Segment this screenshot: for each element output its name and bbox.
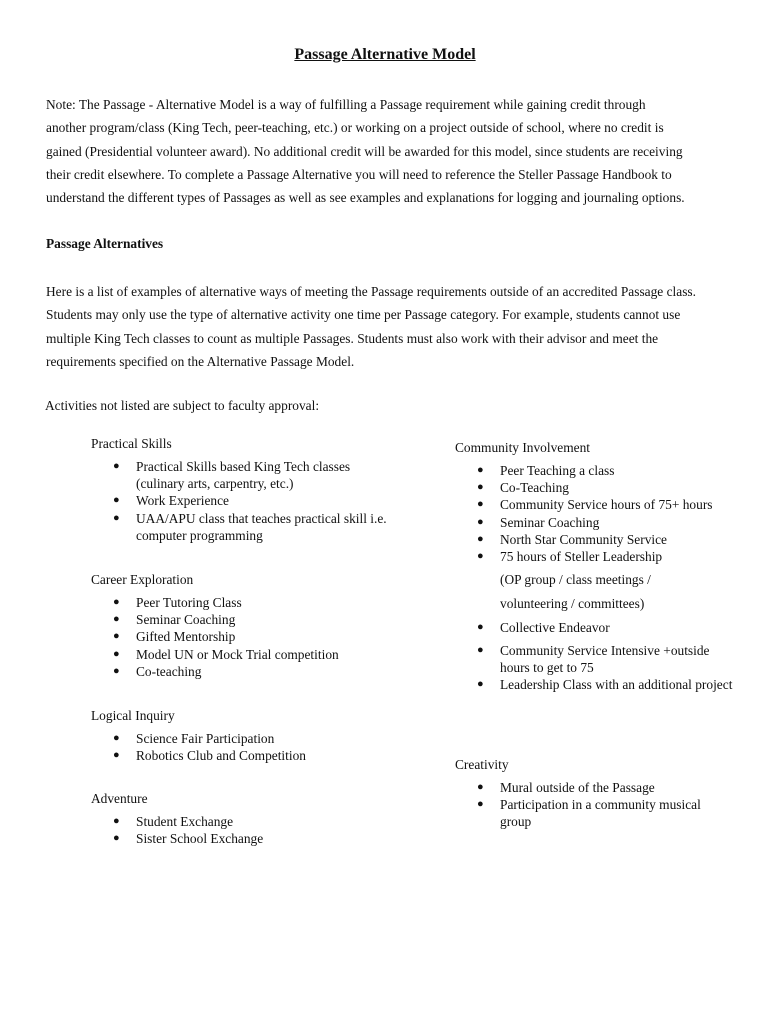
bullet-icon: ● — [113, 494, 120, 507]
category-list — [91, 458, 391, 544]
continuation-line: volunteering / committees) — [500, 595, 645, 611]
intro-line: understand the different types of Passages as well as see examples and explanations for logging and journaling options. — [46, 190, 685, 206]
bullet-icon: ● — [113, 511, 120, 524]
bullet-icon: ● — [477, 532, 484, 545]
list-item — [91, 628, 391, 645]
bullet-icon: ● — [477, 498, 484, 511]
list-item — [91, 813, 391, 830]
list-item — [91, 830, 391, 847]
list-item-text: UAA/APU class that teaches practical skill i.e. computer programming — [136, 510, 387, 543]
list-item — [91, 646, 391, 663]
examples-line: requirements specified on the Alternative Passage Model. — [46, 353, 355, 369]
approval-note: Activities not listed are subject to faculty approval: — [45, 398, 320, 413]
category-logical-inquiry — [91, 706, 391, 764]
bullet-icon: ● — [477, 678, 484, 691]
bullet-icon: ● — [113, 596, 120, 608]
category-list — [455, 779, 735, 831]
category-title: Adventure — [91, 791, 148, 806]
list-item-text: Science Fair Participation — [136, 731, 275, 746]
section-heading: Passage Alternatives — [46, 236, 164, 251]
category-title: Creativity — [455, 757, 509, 772]
bullet-icon: ● — [477, 798, 484, 811]
bullet-icon: ● — [113, 647, 120, 660]
list-item-text: Community Service Intensive +outside hours to get to 75 — [500, 643, 710, 676]
list-item — [455, 479, 735, 496]
list-item-text: Co-Teaching — [500, 480, 569, 496]
list-item-text: Work Experience — [136, 493, 229, 509]
list-item-text: Student Exchange — [136, 814, 234, 829]
bullet-icon: ● — [113, 732, 120, 744]
list-item-text: Seminar Coaching — [136, 612, 236, 628]
list-item — [455, 676, 735, 693]
list-item — [455, 642, 735, 676]
category-career-exploration — [91, 570, 391, 680]
list-item-continuation — [455, 568, 735, 615]
list-item — [91, 492, 391, 509]
list-item-text: Leadership Class with an additional project — [500, 677, 733, 693]
list-item — [91, 730, 391, 747]
examples-line: Students may only use the type of alternative activity one time per Passage category. For example, students cannot use — [46, 307, 681, 323]
bullet-icon: ● — [113, 815, 120, 827]
bullet-icon: ● — [477, 781, 484, 793]
list-item — [91, 611, 391, 628]
list-item-text: Peer Teaching a class — [500, 463, 615, 478]
bullet-icon: ● — [113, 630, 120, 643]
category-title: Community Involvement — [455, 440, 591, 455]
intro-line: their credit elsewhere. To complete a Passage Alternative you will need to reference the Steller Passage Handbook to — [46, 166, 672, 182]
intro-paragraph — [46, 93, 726, 209]
list-item-text: 75 hours of Steller Leadership — [500, 549, 663, 565]
list-item — [455, 796, 735, 830]
category-community-involvement — [455, 438, 735, 694]
list-item-text: Model UN or Mock Trial competition — [136, 646, 339, 662]
bullet-icon: ● — [477, 644, 484, 657]
intro-line: another program/class (King Tech, peer-teaching, etc.) or working on a project outside of school, where no credit is — [46, 120, 664, 136]
category-list — [91, 813, 391, 847]
list-item — [455, 619, 735, 636]
list-item-text: Seminar Coaching — [500, 514, 600, 530]
continuation-line: (OP group / class meetings / — [500, 572, 651, 588]
category-list — [455, 619, 735, 694]
examples-line: multiple King Tech classes to count as multiple Passages. Students must also work with their advisor and meet the — [46, 330, 659, 346]
list-item — [91, 747, 391, 764]
list-item-text: Community Service hours of 75+ hours — [500, 497, 713, 513]
bullet-icon: ● — [477, 550, 484, 563]
list-item-text: Co-teaching — [136, 663, 202, 679]
list-item-text: North Star Community Service — [500, 531, 667, 547]
category-title: Logical Inquiry — [91, 708, 175, 723]
examples-paragraph — [46, 280, 726, 373]
list-item — [455, 496, 735, 513]
list-item-text: Robotics Club and Competition — [136, 748, 306, 764]
bullet-icon: ● — [477, 620, 484, 633]
category-practical-skills — [91, 434, 391, 544]
list-item-text: Peer Tutoring Class — [136, 595, 242, 610]
bullet-icon: ● — [113, 832, 120, 845]
bullet-icon: ● — [113, 613, 120, 626]
list-item-text: Mural outside of the Passage — [500, 780, 655, 795]
category-list — [455, 462, 735, 565]
bullet-icon: ● — [477, 515, 484, 528]
bullet-icon: ● — [477, 481, 484, 494]
bullet-icon: ● — [113, 460, 120, 472]
list-item-text: Sister School Exchange — [136, 831, 264, 847]
list-item — [91, 510, 391, 544]
intro-line: gained (Presidential volunteer award). No additional credit will be awarded for this model, since students are receiving — [46, 143, 683, 159]
bullet-icon: ● — [113, 664, 120, 677]
list-item — [455, 531, 735, 548]
list-item — [91, 594, 391, 611]
examples-line: Here is a list of examples of alternative ways of meeting the Passage requirements outside of an accredited Passage class. — [46, 284, 696, 299]
list-item — [455, 779, 735, 796]
list-item-text: Participation in a community musical group — [500, 797, 701, 830]
document-title: Passage Alternative Model — [294, 46, 476, 63]
list-item — [91, 663, 391, 680]
category-adventure — [91, 789, 391, 847]
category-title: Career Exploration — [91, 572, 194, 587]
category-list — [91, 730, 391, 764]
bullet-icon: ● — [113, 749, 120, 762]
category-list — [91, 594, 391, 680]
bullet-icon: ● — [477, 464, 484, 476]
list-item — [91, 458, 391, 492]
category-title: Practical Skills — [91, 436, 172, 451]
list-item-text: Collective Endeavor — [500, 619, 610, 635]
list-item-text: Gifted Mentorship — [136, 629, 236, 645]
list-item — [455, 514, 735, 531]
list-item — [455, 548, 735, 565]
intro-line: Note: The Passage - Alternative Model is a way of fulfilling a Passage requirement while gaining credit through — [46, 97, 646, 112]
list-item-text: Practical Skills based King Tech classes (culinary arts, carpentry, etc.) — [136, 459, 351, 492]
category-creativity — [455, 755, 735, 831]
list-item — [455, 462, 735, 479]
